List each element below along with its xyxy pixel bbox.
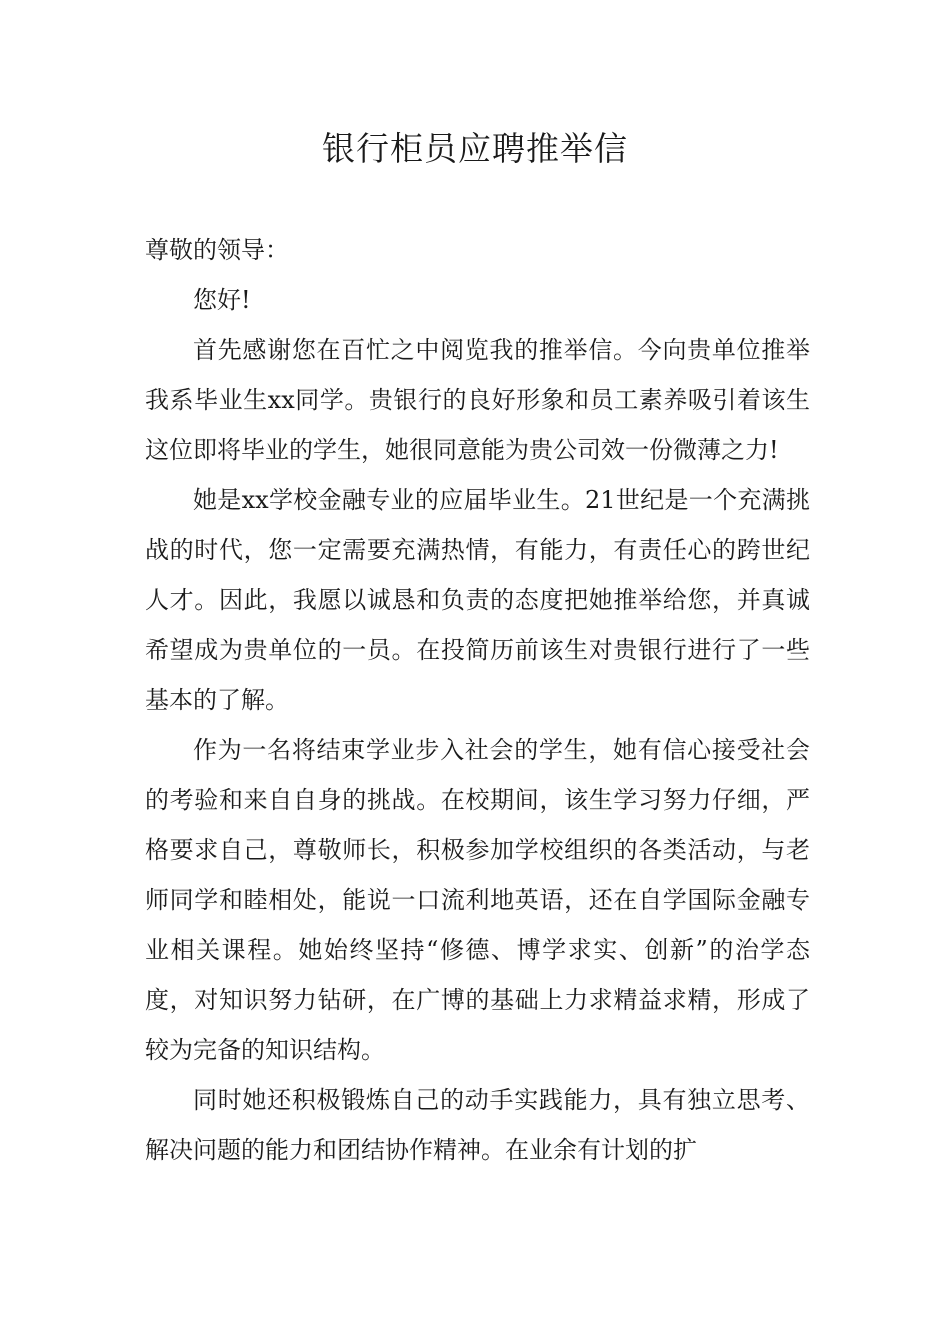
salutation: 尊敬的领导： — [145, 236, 289, 264]
paragraph-3: 作为一名将结束学业步入社会的学生，她有信心接受社会的考验和来自自身的挑战。在校期间，该生学习努力仔细，严格要求自己，尊敬师长，积极参加学校组织的各类活动，与老师同学和睦相处，能说一口流利地英语，还在自学国际金融专业相关课程。她始终坚持“修德、博学求实、创新”的治学态度，对知识努力钻研，在广博的基础上力求精益求精，形成了较为完备的知识结构。 — [145, 736, 810, 1064]
paragraph-2: 她是xx学校金融专业的应届毕业生。21世纪是一个充满挑战的时代，您一定需要充满热情，有能力，有责任心的跨世纪人才。因此，我愿以诚恳和负责的态度把她推举给您，并真诚希望成为贵单位的一员。在投简历前该生对贵银行进行了一些基本的了解。 — [145, 486, 810, 714]
document-title: 银行柜员应聘推举信 — [322, 129, 628, 168]
paragraph-4: 同时她还积极锻炼自己的动手实践能力，具有独立思考、解决问题的能力和团结协作精神。在业余有计划的扩 — [145, 1086, 810, 1164]
paragraph-1: 首先感谢您在百忙之中阅览我的推举信。今向贵单位推举我系毕业生xx同学。贵银行的良好形象和员工素养吸引着该生这位即将毕业的学生，她很同意能为贵公司效一份微薄之力! — [145, 336, 810, 464]
greeting: 您好! — [193, 286, 251, 314]
letter-body — [145, 225, 810, 1175]
